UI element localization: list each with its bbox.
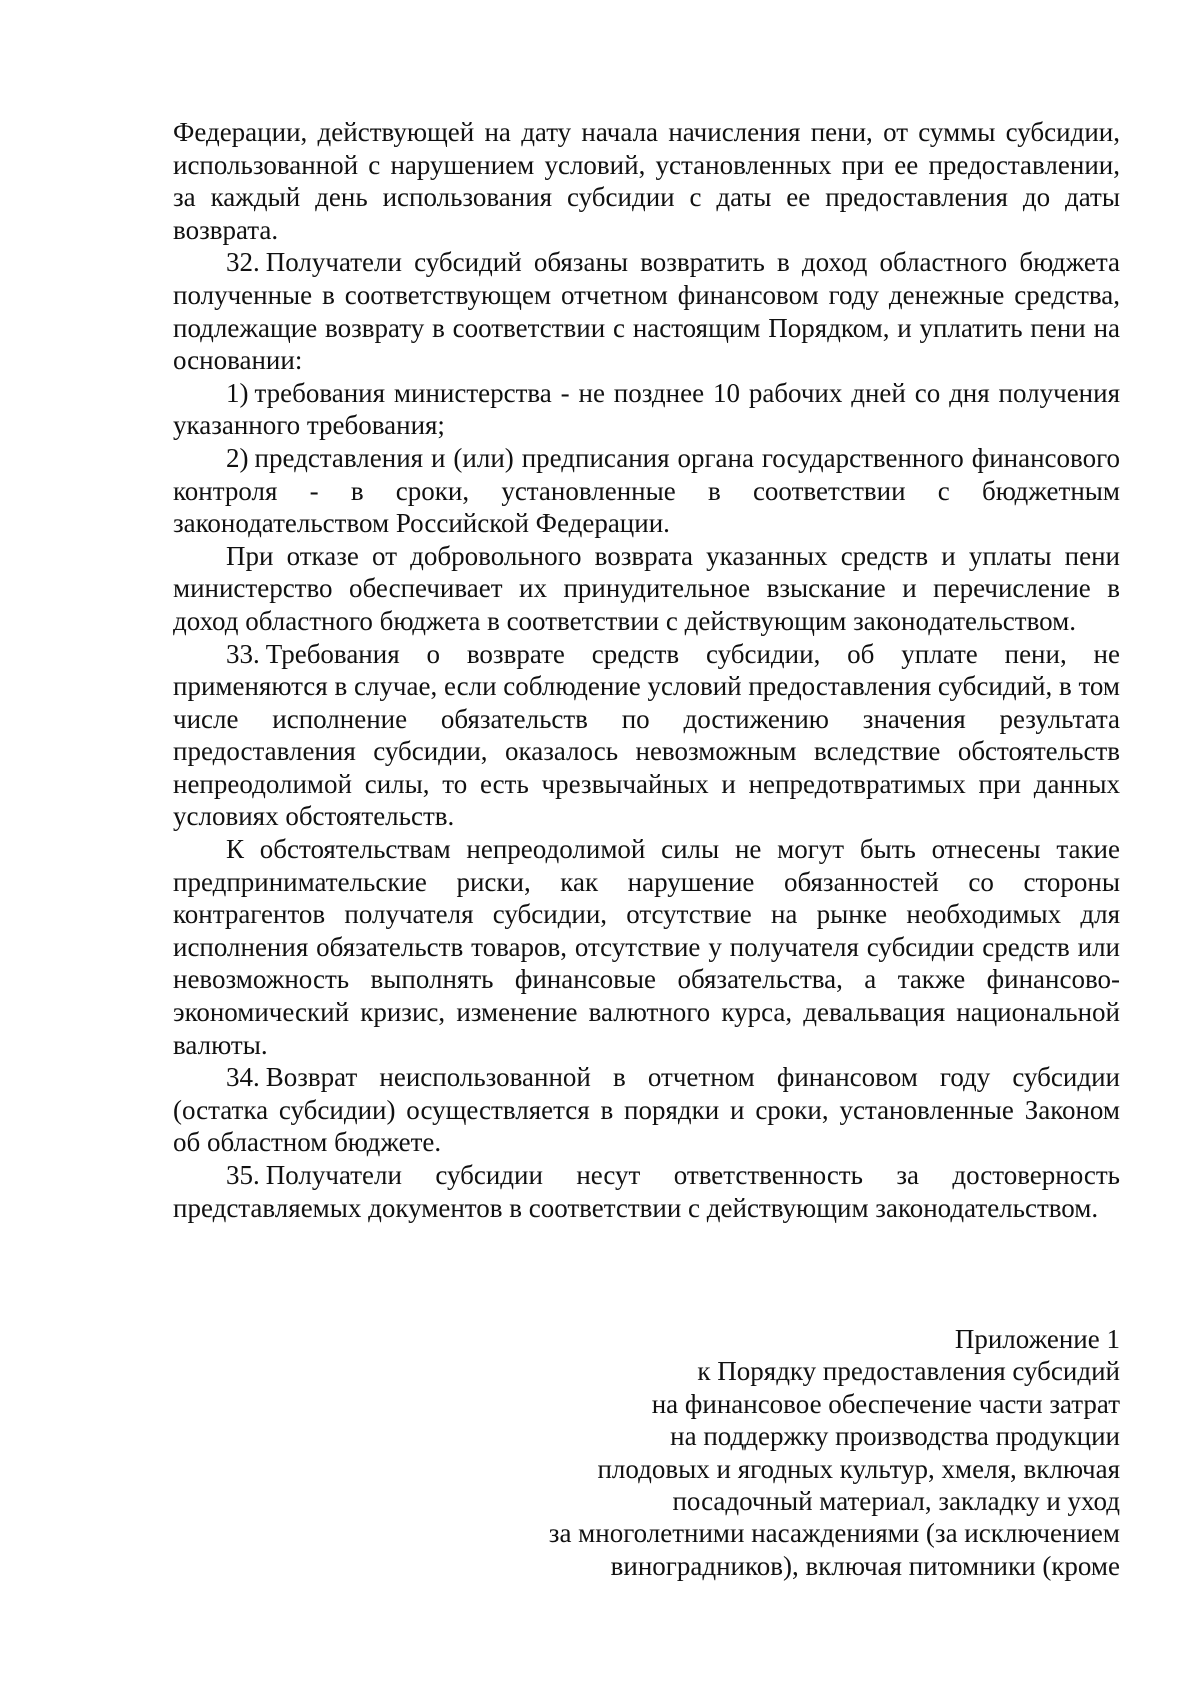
paragraph-text: Требования о возврате средств субсидии, об уплате пени, не применяются в случае, если соблюдение условий предоставления субсидий, в том числе исполнение обязательств по достижению значения результата предоставления субсидии, оказалось невозможным вследствие обстоятельств непреодолимой силы, то есть чрезвычайных и непредотвратимых при данных условиях обстоятельств. — [173, 638, 1120, 832]
paragraph-text: Получатели субсидий обязаны возвратить в доход областного бюджета полученные в соответствующем отчетном финансовом году денежные средства, подлежащие возврату в соответствии с настоящим Порядком, и уплатить пени на основании: — [173, 247, 1120, 376]
appendix-line: за многолетними насаждениями (за исключением — [548, 1518, 1120, 1549]
appendix-line: виноградников), включая питомники (кроме — [610, 1550, 1120, 1581]
list-item-number: 1) — [226, 377, 249, 408]
appendix-line: посадочный материал, закладку и уход — [672, 1486, 1120, 1517]
appendix-line: плодовых и ягодных культур, хмеля, включая — [597, 1453, 1120, 1484]
paragraph-text: При отказе от добровольного возврата указанных средств и уплаты пени министерство обеспечивает их принудительное взыскание и перечисление в доход областного бюджета в соответствии с действующим законодательством. — [173, 540, 1120, 636]
paragraph-number: 32. — [226, 247, 260, 278]
paragraph-text: Возврат неиспользованной в отчетном финансовом году субсидии (остатка субсидии) осуществляется в порядки и сроки, установленные Законом об областном бюджете. — [173, 1062, 1120, 1158]
paragraph-refusal — [173, 540, 1120, 638]
paragraph-32 — [173, 246, 1120, 376]
paragraph-continuation — [173, 116, 1120, 246]
document-body — [173, 116, 1120, 1224]
appendix-line: к Порядку предоставления субсидий — [697, 1356, 1120, 1387]
list-item-1 — [173, 377, 1120, 442]
appendix-line: Приложение 1 — [954, 1324, 1120, 1354]
list-item-2 — [173, 442, 1120, 540]
paragraph-number: 35. — [226, 1160, 260, 1190]
appendix-line: на финансовое обеспечение части затрат — [651, 1388, 1120, 1419]
paragraph-number: 33. — [226, 638, 260, 669]
paragraph-text: К обстоятельствам непреодолимой силы не могут быть отнесены такие предпринимательские риски, как нарушение обязанностей со стороны контрагентов получателя субсидии, отсутствие на рынке необходимых для исполнения обязательств товаров, отсутствие у получателя субсидии средств или невозможность выполнять финансовые обязательства, а также финансово-экономический кризис, изменение валютного курса, девальвация национальной валюты. — [173, 834, 1120, 1060]
appendix-heading — [480, 1323, 1120, 1582]
appendix-line: на поддержку производства продукции — [670, 1421, 1120, 1452]
paragraph-number: 34. — [226, 1062, 260, 1093]
paragraph-35 — [173, 1159, 1120, 1224]
list-item-number: 2) — [226, 442, 249, 473]
paragraph-33 — [173, 638, 1120, 834]
paragraph-text: Получатели субсидии несут ответственность за достоверность представляемых документов в соответствии с действующим законодательством. — [173, 1160, 1120, 1223]
paragraph-34 — [173, 1061, 1120, 1159]
paragraph-text: Федерации, действующей на дату начала начисления пени, от суммы субсидии, использованной с нарушением условий, установленных при ее предоставлении, за каждый день использования субсидии с даты ее предоставления до даты возврата. — [173, 117, 1120, 245]
list-item-text: представления и (или) предписания органа государственного финансового контроля - в сроки, установленные в соответствии с бюджетным законодательством Российской Федерации. — [173, 442, 1120, 539]
paragraph-force-majeure — [173, 833, 1120, 1061]
list-item-text: требования министерства - не позднее 10 рабочих дней со дня получения указанного требования; — [173, 377, 1120, 441]
